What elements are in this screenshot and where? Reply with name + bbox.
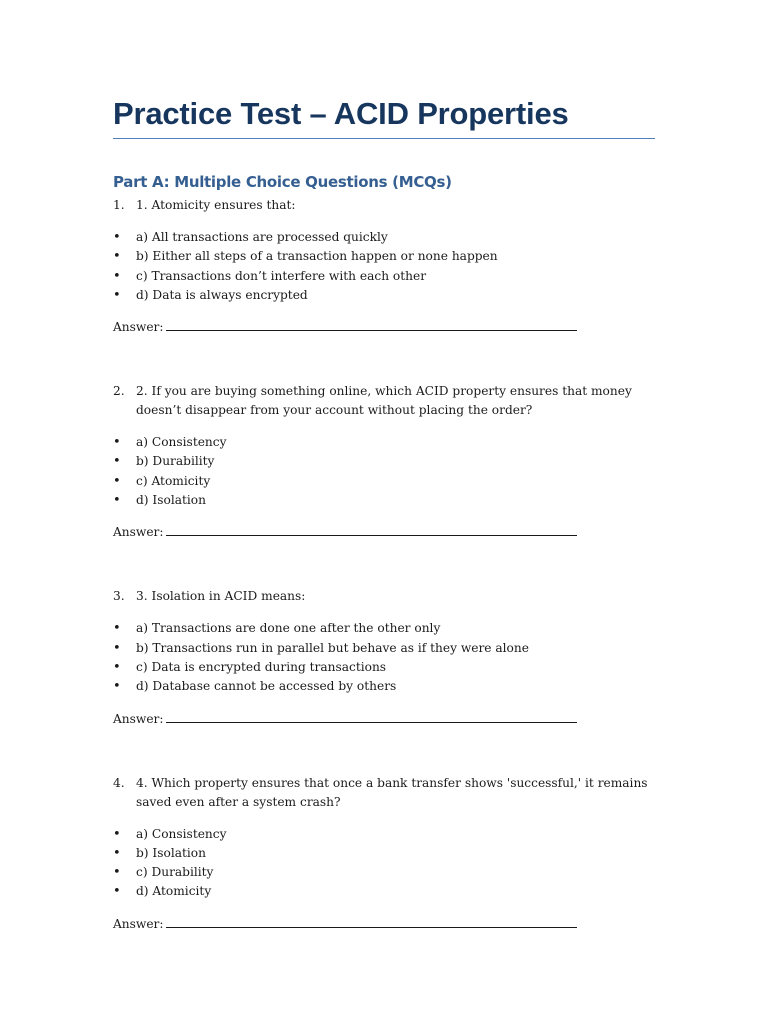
- question-text: 2. If you are buying something online, which ACID property ensures that money doesn’t disappear from your account without placing the order?: [136, 384, 632, 418]
- section-heading-part-a: Part A: Multiple Choice Questions (MCQs): [113, 173, 452, 191]
- answer-blank[interactable]: [166, 710, 577, 723]
- answer-blank[interactable]: [166, 318, 577, 331]
- question-text: 1. Atomicity ensures that:: [136, 198, 296, 212]
- question-3: [113, 587, 655, 728]
- answer-row: [113, 710, 655, 729]
- answer-blank[interactable]: [166, 523, 577, 536]
- option-c: • c) Atomicity: [113, 472, 655, 491]
- options-list: [113, 228, 655, 305]
- bullet-icon: •: [113, 230, 121, 245]
- bullet-icon: •: [113, 845, 121, 861]
- question-1: [113, 196, 655, 337]
- bullet-icon: •: [113, 249, 121, 265]
- answer-label: Answer:: [113, 320, 164, 335]
- options-list: [113, 433, 655, 510]
- options-list: [113, 619, 655, 696]
- option-a: • a) Consistency: [113, 433, 655, 452]
- bullet-icon: •: [113, 640, 121, 656]
- bullet-icon: •: [113, 659, 121, 675]
- question-4: [113, 774, 655, 934]
- bullet-icon: •: [113, 473, 121, 489]
- question-text: 3. Isolation in ACID means:: [136, 589, 306, 604]
- question-2: [113, 382, 655, 542]
- bullet-icon: •: [113, 679, 121, 695]
- option-c: • c) Data is encrypted during transactions: [113, 658, 655, 677]
- option-d: • d) Isolation: [113, 491, 655, 510]
- option-a: • a) Transactions are done one after the other only: [113, 619, 655, 638]
- option-b: • b) Either all steps of a transaction happen or none happen: [113, 247, 655, 266]
- bullet-icon: •: [113, 287, 121, 303]
- answer-blank[interactable]: [166, 915, 577, 928]
- option-c: • c) Transactions don’t interfere with each other: [113, 267, 655, 286]
- option-b: • b) Transactions run in parallel but behave as if they were alone: [113, 639, 655, 658]
- answer-label: Answer:: [113, 711, 164, 726]
- document-page: [113, 92, 655, 934]
- answer-label: Answer:: [113, 916, 164, 931]
- options-list: [113, 825, 655, 902]
- answer-row: [113, 915, 655, 934]
- option-c: • c) Durability: [113, 863, 655, 882]
- page-title: Practice Test – ACID Properties: [113, 92, 655, 139]
- bullet-icon: •: [113, 826, 121, 842]
- bullet-icon: •: [113, 884, 121, 900]
- option-a: • a) All transactions are processed quickly: [113, 228, 655, 247]
- answer-row: [113, 523, 655, 542]
- answer-row: [113, 318, 655, 337]
- question-text: 4. Which property ensures that once a bank transfer shows 'successful,' it remains saved even after a system crash?: [136, 775, 648, 809]
- answer-label: Answer:: [113, 525, 164, 540]
- option-a: • a) Consistency: [113, 825, 655, 844]
- option-d: • d) Data is always encrypted: [113, 286, 655, 305]
- option-b: • b) Durability: [113, 452, 655, 471]
- option-b: • b) Isolation: [113, 844, 655, 863]
- bullet-icon: •: [113, 621, 121, 637]
- bullet-icon: •: [113, 268, 121, 284]
- bullet-icon: •: [113, 865, 121, 881]
- question-number: 4.: [113, 775, 125, 790]
- bullet-icon: •: [113, 493, 121, 509]
- option-d: • d) Atomicity: [113, 882, 655, 901]
- bullet-icon: •: [113, 454, 121, 470]
- question-number: 3.: [113, 589, 125, 604]
- question-number: 1.: [113, 198, 125, 212]
- option-d: • d) Database cannot be accessed by others: [113, 677, 655, 696]
- question-number: 2.: [113, 384, 125, 399]
- bullet-icon: •: [113, 435, 121, 451]
